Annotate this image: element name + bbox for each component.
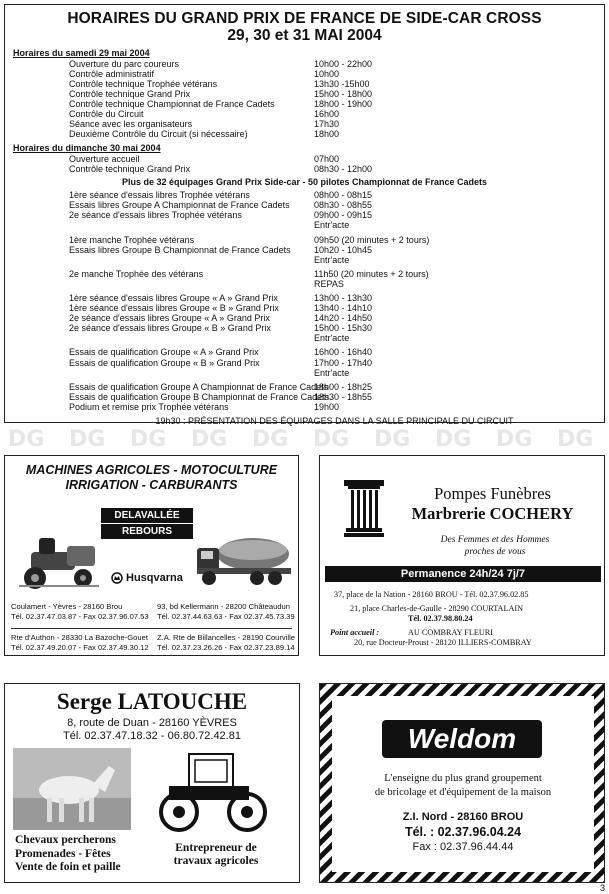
addr-line: Rte d'Authon - 28330 La Bazoche-Gouet xyxy=(11,633,148,642)
schedule-row-label: 1ère séance d'essais libres Groupe « B » Grand Prix xyxy=(69,303,279,314)
weldom-address: Z.I. Nord - 28160 BROU xyxy=(402,811,524,823)
schedule-row-label: Podium et remise prix Trophée vétérans xyxy=(69,401,229,412)
schedule-row xyxy=(13,255,596,265)
service-line: Promenades - Fêtes xyxy=(15,847,111,860)
schedule-row-time: 16h00 xyxy=(314,109,340,120)
pompes-slogan xyxy=(395,534,595,558)
schedule-row xyxy=(13,347,596,357)
point-accueil-address: 20, rue Docteur-Proust - 28120 ILLIERS-COMBRAY xyxy=(354,638,532,647)
weldom-tagline xyxy=(340,772,586,799)
schedule-row-label: 1ère manche Trophée vétérans xyxy=(69,234,195,245)
schedule-row-label xyxy=(13,220,314,230)
schedule-row-label: Deuxième Contrôle du Circuit (si nécessaire) xyxy=(69,129,248,140)
pompes-title xyxy=(390,484,595,524)
weldom-logo: Weldom xyxy=(382,720,542,758)
schedule-row xyxy=(13,382,596,392)
schedule-row xyxy=(13,154,596,164)
schedule-row-time: 17h00 - 17h40 xyxy=(314,357,373,368)
schedule-row-time: 13h40 - 14h10 xyxy=(314,303,373,314)
schedule-row-time: 13h00 - 13h30 xyxy=(314,292,373,303)
saturday-schedule xyxy=(13,59,596,140)
highlight-line: Plus de 32 équipages Grand Prix Side-car - 50 pilotes Championnat de France Cadets xyxy=(121,177,488,188)
schedule-row xyxy=(13,333,596,343)
schedule-row-time: 18h00 - 19h00 xyxy=(314,98,373,109)
addr-line: Tél. 02.37.44.63.63 - Fax 02.37.45.73.39 xyxy=(157,611,295,621)
schedule-row-label: 2e manche Trophée des vétérans xyxy=(69,268,204,279)
watermark-text: DG xyxy=(496,427,533,452)
serge-contact xyxy=(5,717,299,743)
schedule-row xyxy=(13,323,596,333)
pompes-address-courtalain: 21, place Charles-de-Gaulle - 28290 COURTALAIN xyxy=(350,604,524,613)
schedule-title: HORAIRES DU GRAND PRIX DE FRANCE DE SIDE-CAR CROSS xyxy=(67,10,542,27)
schedule-row-label: 1ère séance d'essais libres Trophée vétérans xyxy=(69,190,250,201)
watermark-band xyxy=(0,425,609,453)
schedule-row-label xyxy=(13,333,314,343)
weldom-phone: Tél. : 02.37.96.04.24 xyxy=(404,825,522,839)
addr-line: Coulamert - Yèvres - 28160 Brou xyxy=(11,602,123,611)
delavallee-logo xyxy=(101,508,193,539)
schedule-row-label: Ouverture accueil xyxy=(69,153,140,164)
service-line: Chevaux percherons xyxy=(15,834,116,846)
schedule-row-time: 09h00 - 09h15 xyxy=(314,210,373,221)
serge-services-left xyxy=(15,834,121,875)
watermark-text: DG xyxy=(191,427,228,452)
schedule-row-time: 15h00 - 15h30 xyxy=(314,323,373,334)
schedule-row-label: Essais de qualification Groupe B Championnat de France Cadets xyxy=(69,391,330,402)
husqvarna-crown-icon xyxy=(111,572,123,584)
schedule-row xyxy=(13,59,596,69)
point-accueil-name: AU COMBRAY FLEURI xyxy=(408,628,493,637)
schedule-row-time: Entr'acte xyxy=(314,220,350,231)
machines-address-bazoche xyxy=(11,633,149,652)
schedule-row-label: 2e séance d'essais libres Trophée vétérans xyxy=(69,210,242,221)
schedule-row-time: 11h50 (20 minutes + 2 tours) xyxy=(314,268,429,279)
schedule-row-time: 14h20 - 14h50 xyxy=(314,313,373,324)
schedule-row-label: Essais de qualification Groupe « A » Grand Prix xyxy=(69,347,259,358)
schedule-row xyxy=(13,303,596,313)
schedule-row xyxy=(13,220,596,230)
schedule-row-time: 18h30 - 18h55 xyxy=(314,391,373,402)
schedule-row-label: Essais de qualification Groupe « B » Grand Prix xyxy=(69,357,260,368)
addr-line: 93, bd Kellermann - 28200 Châteaudun xyxy=(157,602,290,611)
schedule-box xyxy=(4,4,605,426)
schedule-row xyxy=(13,69,596,79)
schedule-row xyxy=(13,293,596,303)
schedule-row-label: Contrôle du Circuit xyxy=(69,109,144,120)
watermark-text: DG xyxy=(69,427,106,452)
pompes-title-1: Pompes Funèbres xyxy=(434,484,551,503)
schedule-row xyxy=(13,190,596,200)
logo-line-2: REBOURS xyxy=(101,523,193,539)
schedule-row xyxy=(13,99,596,109)
schedule-row xyxy=(13,245,596,255)
schedule-row xyxy=(13,200,596,210)
addr-line: Tél. 02.37.49.20.07 - Fax 02.37.49.30.12 xyxy=(11,642,149,652)
watermark-text: DG xyxy=(130,427,167,452)
ad-machines-agricoles xyxy=(4,455,299,656)
schedule-row xyxy=(13,129,596,139)
weldom-contact xyxy=(340,810,586,855)
serge-phones: Tél. 02.37.47.18.32 - 06.80.72.42.81 xyxy=(63,730,241,742)
schedule-row-time: Entr'acte xyxy=(314,333,350,344)
watermark-text: DG xyxy=(435,427,472,452)
divider xyxy=(11,628,292,629)
addr-line: Z.A. Rte de Billancelles - 28190 Courville xyxy=(157,633,296,642)
watermark-text: DG xyxy=(557,427,594,452)
schedule-row xyxy=(13,358,596,368)
schedule-row-time: Entr'acte xyxy=(314,367,350,378)
weldom-fax: Fax : 02.37.96.44.44 xyxy=(412,841,514,853)
serge-name: Serge LATOUCHE xyxy=(56,689,248,714)
page-number: 3 xyxy=(599,883,605,893)
horse-photo-icon xyxy=(13,748,131,830)
schedule-row-time: 09h50 (20 minutes + 2 tours) xyxy=(314,234,430,245)
schedule-footer: 19h30 : PRÉSENTATION DES ÉQUIPAGES DANS LA SALLE PRINCIPALE DU CIRCUIT xyxy=(155,416,514,426)
schedule-row-label: Contrôle administratif xyxy=(69,68,155,79)
schedule-row xyxy=(13,79,596,89)
schedule-row xyxy=(13,210,596,220)
schedule-row-label: Ouverture du parc coureurs xyxy=(69,58,180,69)
tractor-drawing-icon xyxy=(149,750,279,834)
husqvarna-brand xyxy=(111,572,183,584)
schedule-row-label: 1ère séance d'essais libres Groupe « A » Grand Prix xyxy=(69,292,278,303)
schedule-row-time: Entr'acte xyxy=(314,254,350,265)
schedule-row-time: 17h30 xyxy=(314,119,340,130)
machines-title-2: IRRIGATION - CARBURANTS xyxy=(65,478,238,492)
schedule-row-label: Essais de qualification Groupe A Championnat de France Cadets xyxy=(69,381,329,392)
watermark-text: DG xyxy=(374,427,411,452)
schedule-row xyxy=(13,313,596,323)
point-accueil-label: Point accueil : xyxy=(330,628,380,637)
tagline-line-1: L'enseigne du plus grand groupement xyxy=(384,773,542,784)
machines-address-brou xyxy=(11,602,149,621)
ad-weldom xyxy=(319,683,605,883)
schedule-row-time: 08h30 - 08h55 xyxy=(314,200,373,211)
schedule-row xyxy=(13,164,596,174)
service-line: travaux agricoles xyxy=(173,855,259,867)
machines-address-courville xyxy=(157,633,295,652)
schedule-row-time: 13h30 -15h00 xyxy=(314,78,370,89)
schedule-row-label: 2e séance d'essais libres Groupe « B » Grand Prix xyxy=(69,323,271,334)
schedule-row-label: Contrôle technique Grand Prix xyxy=(69,164,191,175)
schedule-row xyxy=(13,279,596,289)
schedule-row xyxy=(13,235,596,245)
fuel-truck-icon xyxy=(195,526,295,592)
husqvarna-label: Husqvarna xyxy=(126,572,183,584)
watermark-text: DG xyxy=(313,427,350,452)
schedule-row-label: Contrôle technique Trophée vétérans xyxy=(69,78,218,89)
column-logo-icon xyxy=(342,476,386,542)
schedule-row-label: Essais libres Groupe B Championnat de France Cadets xyxy=(69,244,291,255)
addr-line: Tél. 02.37.23.26.26 - Fax 02.37.23.89.14 xyxy=(157,642,295,652)
schedule-row-time: 18h00 xyxy=(314,129,340,140)
schedule-row-label xyxy=(13,255,314,265)
addr-line: Tél. 02.37.47.03.87 - Fax 02.37.96.07.53 xyxy=(11,611,149,621)
pompes-title-2: Marbrerie COCHERY xyxy=(411,504,574,523)
schedule-row xyxy=(13,392,596,402)
watermark-text: DG xyxy=(252,427,289,452)
pompes-phone-courtalain: Tél. 02.37.98.80.24 xyxy=(408,614,473,623)
schedule-row-label xyxy=(13,279,314,289)
schedule-row-time: 08h00 - 08h15 xyxy=(314,190,373,201)
schedule-row xyxy=(13,89,596,99)
program-schedule xyxy=(13,190,596,412)
permanence-banner: Permanence 24h/24 7j/7 xyxy=(325,566,601,582)
tagline-line-2: de bricolage et d'équipement de la maison xyxy=(374,786,552,798)
slogan-line-2: proches de vous xyxy=(464,547,526,557)
schedule-row-label: Essais libres Groupe A Championnat de France Cadets xyxy=(69,200,290,211)
sunday-heading: Horaires du dimanche 30 mai 2004 xyxy=(13,143,161,154)
machines-address-chateaudun xyxy=(157,602,295,621)
schedule-row-time: 10h20 - 10h45 xyxy=(314,244,373,255)
schedule-row xyxy=(13,109,596,119)
pompes-address-brou: 37, place de la Nation - 28160 BROU - Tél. 02.37.96.02.85 xyxy=(334,590,529,599)
schedule-row-time: 19h00 xyxy=(314,401,340,412)
schedule-row-label: Séance avec les organisateurs xyxy=(69,119,193,130)
serge-address: 8, route de Duan - 28160 YÈVRES xyxy=(67,717,237,729)
machines-title-1: MACHINES AGRICOLES - MOTOCULTURE xyxy=(25,463,278,477)
schedule-row-time: 15h00 - 18h00 xyxy=(314,88,373,99)
schedule-row-label: 2e séance d'essais libres Groupe « A » Grand Prix xyxy=(69,313,270,324)
schedule-row xyxy=(13,119,596,129)
watermark-text: DG xyxy=(8,427,45,452)
schedule-row-time: REPAS xyxy=(314,278,344,289)
schedule-row xyxy=(13,368,596,378)
schedule-row-time: 16h00 - 16h40 xyxy=(314,347,373,358)
service-line: Entrepreneur de xyxy=(175,842,257,854)
schedule-row-time: 10h00 - 22h00 xyxy=(314,58,373,69)
slogan-line-1: Des Femmes et des Hommes xyxy=(440,535,550,545)
schedule-row-time: 07h00 xyxy=(314,153,340,164)
schedule-row-label xyxy=(13,368,314,378)
schedule-dates: 29, 30 et 31 MAI 2004 xyxy=(227,27,382,44)
saturday-heading: Horaires du samedi 29 mai 2004 xyxy=(13,48,150,58)
serge-services-right xyxy=(155,842,277,868)
ad-pompes-funebres xyxy=(319,455,605,656)
ad-serge-latouche xyxy=(4,683,300,883)
service-line: Vente de foin et paille xyxy=(15,861,121,873)
logo-line-1: DELAVALLÉE xyxy=(114,510,180,521)
lawn-tractor-icon xyxy=(9,532,105,594)
schedule-row-time: 18h00 - 18h25 xyxy=(314,381,373,392)
schedule-row-time: 08h30 - 12h00 xyxy=(314,164,373,175)
schedule-row-time: 10h00 xyxy=(314,68,340,79)
schedule-row-label: Contrôle technique Grand Prix xyxy=(69,88,191,99)
sunday-schedule xyxy=(13,154,596,174)
schedule-row xyxy=(13,269,596,279)
schedule-row-label: Contrôle technique Championnat de France Cadets xyxy=(69,98,275,109)
schedule-row xyxy=(13,402,596,412)
